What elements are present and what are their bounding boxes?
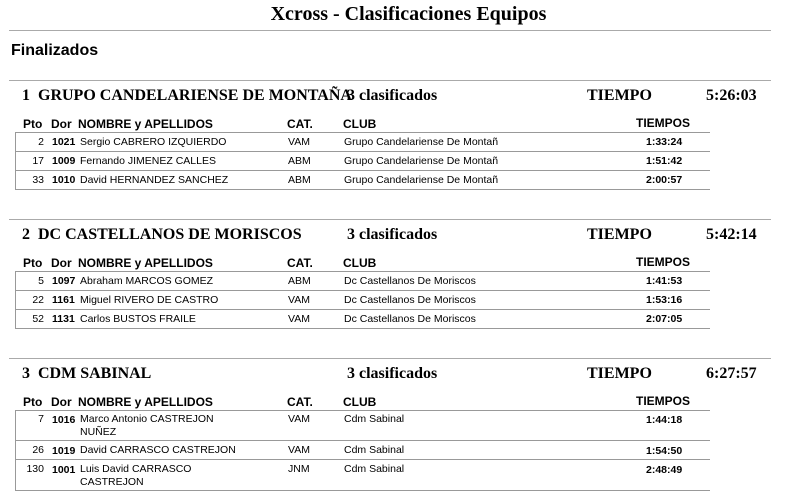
- team-name: 1 GRUPO CANDELARIENSE DE MONTAÑA: [22, 87, 352, 104]
- runner-time: 2:07:05: [646, 313, 683, 325]
- category: ABM: [288, 275, 311, 287]
- team-time-label: TIEMPO: [587, 226, 652, 243]
- col-header-nombre: NOMBRE y APELLIDOS: [78, 395, 213, 409]
- dorsal: 1161: [52, 294, 75, 306]
- runner-name: Fernando JIMENEZ CALLES: [80, 155, 216, 167]
- runner-name-line2: NUÑEZ: [80, 426, 117, 438]
- team-count: 3 clasificados: [347, 87, 438, 104]
- team-count: 3 clasificados: [347, 226, 438, 243]
- runner-time: 2:00:57: [646, 174, 683, 186]
- col-header-pto: Pto: [23, 256, 43, 270]
- section-heading: Finalizados: [11, 42, 99, 59]
- team-divider: [9, 80, 771, 81]
- club: Grupo Candelariense De Montañ: [344, 174, 499, 186]
- runner-name: Luis David CARRASCO: [80, 463, 192, 475]
- col-header-dor: Dor: [51, 395, 72, 409]
- col-header-nombre: NOMBRE y APELLIDOS: [78, 256, 213, 270]
- runner-name: Miguel RIVERO DE CASTRO: [80, 294, 219, 306]
- pto: 7: [38, 413, 44, 425]
- col-header-cat: CAT.: [287, 256, 313, 270]
- runner-name: Sergio CABRERO IZQUIERDO: [80, 136, 227, 148]
- club: Cdm Sabinal: [344, 463, 405, 475]
- club: Cdm Sabinal: [344, 413, 405, 425]
- col-header-nombre: NOMBRE y APELLIDOS: [78, 117, 213, 131]
- pto: 33: [32, 174, 44, 186]
- runner-time: 1:33:24: [646, 136, 683, 148]
- col-header-dor: Dor: [51, 256, 72, 270]
- runner-time: 1:44:18: [646, 414, 683, 426]
- runner-time: 2:48:49: [646, 464, 683, 476]
- dorsal: 1097: [52, 275, 76, 287]
- col-header-club: CLUB: [343, 256, 377, 270]
- runner-time: 1:51:42: [646, 155, 683, 167]
- category: JNM: [288, 463, 310, 475]
- club: Dc Castellanos De Moriscos: [344, 313, 476, 325]
- col-header-club: CLUB: [343, 395, 377, 409]
- category: VAM: [288, 413, 310, 425]
- col-header-pto: Pto: [23, 117, 43, 131]
- club: Dc Castellanos De Moriscos: [344, 294, 476, 306]
- runner-name: David CARRASCO CASTREJON: [80, 444, 236, 456]
- runner-time: 1:53:16: [646, 294, 683, 306]
- category: VAM: [288, 444, 310, 456]
- team-time-label: TIEMPO: [587, 365, 652, 382]
- col-header-cat: CAT.: [287, 117, 313, 131]
- col-header-pto: Pto: [23, 395, 43, 409]
- title-divider: [9, 30, 771, 31]
- category: VAM: [288, 136, 310, 148]
- category: VAM: [288, 313, 310, 325]
- runner-time: 1:41:53: [646, 275, 683, 287]
- team-divider: [9, 358, 771, 359]
- col-header-club: CLUB: [343, 117, 377, 131]
- category: ABM: [288, 174, 311, 186]
- pto: 22: [32, 294, 44, 306]
- col-header-dor: Dor: [51, 117, 72, 131]
- team-name: 2 DC CASTELLANOS DE MORISCOS: [22, 226, 302, 243]
- dorsal: 1001: [52, 464, 76, 476]
- team-total-time: 6:27:57: [706, 365, 757, 382]
- pto: 5: [38, 275, 44, 287]
- col-header-cat: CAT.: [287, 395, 313, 409]
- dorsal: 1009: [52, 155, 76, 167]
- dorsal: 1019: [52, 445, 76, 457]
- pto: 26: [32, 444, 44, 456]
- team-divider: [9, 219, 771, 220]
- runner-name: David HERNANDEZ SANCHEZ: [80, 174, 229, 186]
- pto: 130: [26, 463, 44, 475]
- category: VAM: [288, 294, 310, 306]
- pto: 2: [38, 136, 44, 148]
- dorsal: 1021: [52, 136, 76, 148]
- team-total-time: 5:42:14: [706, 226, 757, 243]
- team-name: 3 CDM SABINAL: [22, 365, 152, 382]
- team-count: 3 clasificados: [347, 365, 438, 382]
- col-header-tiempos: TIEMPOS: [636, 394, 691, 408]
- category: ABM: [288, 155, 311, 167]
- team-time-label: TIEMPO: [587, 87, 652, 104]
- pto: 52: [32, 313, 44, 325]
- club: Dc Castellanos De Moriscos: [344, 275, 476, 287]
- runner-name-line2: CASTREJON: [80, 476, 144, 488]
- runner-name: Carlos BUSTOS FRAILE: [80, 313, 196, 325]
- page-title: Xcross - Clasificaciones Equipos: [270, 3, 547, 25]
- dorsal: 1016: [52, 414, 76, 426]
- dorsal: 1010: [52, 174, 76, 186]
- club: Grupo Candelariense De Montañ: [344, 136, 499, 148]
- runner-time: 1:54:50: [646, 445, 683, 457]
- runner-name: Abraham MARCOS GOMEZ: [80, 275, 214, 287]
- pto: 17: [32, 155, 44, 167]
- runner-name: Marco Antonio CASTREJON: [80, 413, 214, 425]
- col-header-tiempos: TIEMPOS: [636, 255, 691, 269]
- col-header-tiempos: TIEMPOS: [636, 116, 691, 130]
- team-total-time: 5:26:03: [706, 87, 757, 104]
- club: Cdm Sabinal: [344, 444, 405, 456]
- club: Grupo Candelariense De Montañ: [344, 155, 499, 167]
- dorsal: 1131: [52, 313, 75, 325]
